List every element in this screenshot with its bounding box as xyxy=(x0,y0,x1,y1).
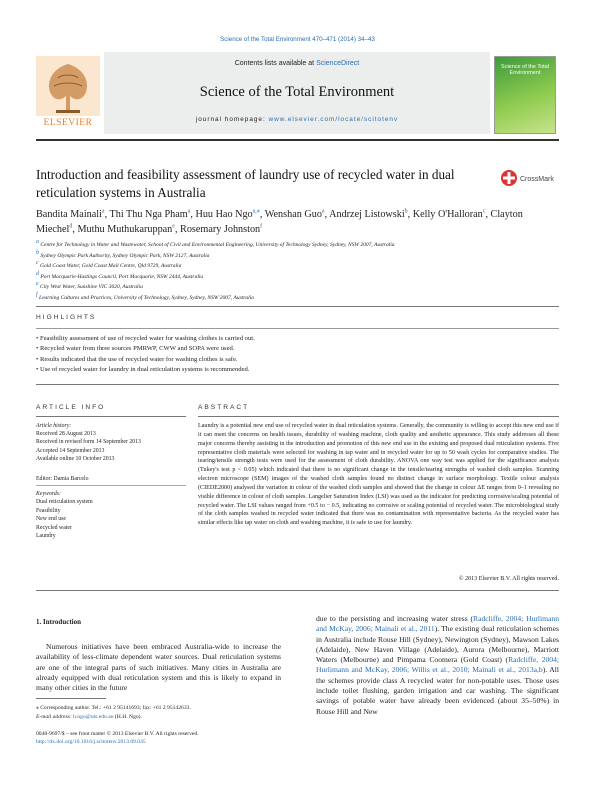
affiliation-key: e xyxy=(36,281,39,288)
affiliation-text: Gold Coast Water, Gold Coast Mail Centre, Qld 9729, Australia xyxy=(38,263,182,270)
history-label: Article history: xyxy=(36,423,72,429)
author-name: Rosemary Johnston xyxy=(180,223,261,235)
introduction-left-column: Numerous initiatives have been embraced Australia-wide to increase the availability of less-climate dependent water sources. Dual reticulation systems are one of the integral parts of such initiatives. Many cities in Australia are already equipped with dual reticulation system and this is likely to expand in many other cities in the future xyxy=(36,642,281,693)
keyword-item: Recycled water xyxy=(36,524,72,531)
author-separator: , xyxy=(324,209,330,220)
author-affiliation-marker[interactable]: f xyxy=(260,223,263,230)
keyword-item: Laundry xyxy=(36,533,56,540)
crossmark-icon[interactable] xyxy=(500,168,560,188)
author-affiliation-marker[interactable]: a xyxy=(321,208,325,215)
history-line: Available online 10 October 2013 xyxy=(36,455,115,462)
journal-reference[interactable]: Science of the Total Environment 470–471 (2014) 34–43 xyxy=(220,36,375,43)
intro-text: ). The existing dual reticulation schemes in Australia include Rouse Hill (Sydney), Newington (Sydney), Mawson Lakes (Adelaide), New Haven Village (Adelaide), Aurora (Melbourne), Marriott Waters (Melbourne) and Pimpama Coomera (Gold Coast) ( xyxy=(316,624,559,665)
email-link[interactable]: h.ngo@uts.edu.au xyxy=(73,713,114,720)
highlights-rule-mid xyxy=(36,328,559,329)
author-affiliation-marker[interactable]: a xyxy=(187,208,191,215)
affiliation-item xyxy=(36,251,561,262)
contents-line xyxy=(104,60,490,67)
introduction-heading: 1. Introduction xyxy=(36,618,81,626)
abstract-heading: ABSTRACT xyxy=(198,404,250,411)
keywords-label: Keywords: xyxy=(36,491,61,497)
keyword-item: Dual reticulation system xyxy=(36,499,93,506)
citation-link[interactable]: Radcliffe, 2004; Hurlimann and McKay, 2006; Willis et al., 2010; Mainali et al., 2013a,b xyxy=(316,655,559,675)
author-name: Muthu Muthukaruppan xyxy=(77,223,173,235)
homepage-prefix: journal homepage: xyxy=(195,116,269,123)
author-affiliation-marker[interactable]: b xyxy=(404,208,408,215)
history-line: Received 28 August 2013 xyxy=(36,431,96,438)
author-affiliation-marker[interactable]: a xyxy=(101,208,105,215)
doi-link[interactable]: http://dx.doi.org/10.1016/j.scitotenv.2013.09.045 xyxy=(36,739,146,746)
article-history xyxy=(36,422,186,463)
abstract-rule xyxy=(198,416,559,417)
article-info-heading: ARTICLE INFO xyxy=(36,404,106,411)
homepage-link[interactable]: www.elsevier.com/locate/scitotenv xyxy=(268,116,399,123)
author-affiliation-marker[interactable]: c xyxy=(482,208,486,215)
editor-line: Editor: Damia Barcelo xyxy=(36,476,89,482)
affiliation-key: c xyxy=(36,260,39,267)
highlight-item: • Use of recycled water for laundry in dual reticulation systems is recommended. xyxy=(36,366,250,374)
footnote-rule xyxy=(36,698,106,699)
keywords-rule xyxy=(36,485,186,486)
publisher-name: ELSEVIER xyxy=(43,118,93,128)
affiliation-text: Centre for Technology in Water and Wastewater, School of Civil and Environmental Engineering, University of Technology Sydney, Sydney, NSW 2007, Australia xyxy=(39,242,395,248)
affiliation-key: a xyxy=(36,239,39,246)
affiliation-item xyxy=(36,272,561,283)
history-lines xyxy=(36,430,186,463)
highlights-heading: HIGHLIGHTS xyxy=(36,314,97,321)
keywords-block xyxy=(36,490,186,540)
abstract-rule-bottom xyxy=(36,590,559,591)
copyright-line: © 2013 Elsevier B.V. All rights reserved. xyxy=(458,576,559,582)
affiliation-key: d xyxy=(36,270,39,277)
affiliation-key: b xyxy=(36,249,39,256)
affiliation-key: f xyxy=(36,292,38,299)
author-name: Bandita Mainali xyxy=(36,209,102,220)
affiliation-item xyxy=(36,282,561,293)
keyword-item: New end use xyxy=(36,516,66,523)
corresponding-author-note: ⁎ Corresponding author. Tel.: +61 2 95141693; fax: +61 2 95142633. xyxy=(36,705,191,711)
email-label: E-mail address: xyxy=(36,713,74,720)
author-name: Kelly O'Halloran xyxy=(412,209,483,220)
author-separator: , xyxy=(259,209,265,220)
highlights-rule-top xyxy=(36,306,559,307)
affiliation-text: Sydney Olympic Park Authority, Sydney Olympic Park, NSW 2127, Australia xyxy=(39,252,210,259)
introduction-right-column xyxy=(316,614,559,717)
author-name: Thi Thu Nga Pham xyxy=(109,209,188,220)
highlight-item: • Recycled water from three sources PMRWP, CWW and SOPA were used. xyxy=(36,345,235,353)
crossmark-label: CrossMark xyxy=(520,176,554,183)
author-affiliation-marker[interactable]: a,⁎ xyxy=(252,208,260,215)
author-name: Huu Hao Ngo xyxy=(195,209,253,220)
author-name: Wenshan Guo xyxy=(264,209,322,220)
affiliation-item xyxy=(36,261,561,272)
abstract-text: Laundry is a potential new end use of recycled water in dual reticulation systems. Generally, the community is willing to accept this new end use if it can meet the concerns on health issues, durability of washing machine, cloth quality and aesthetic appearance. This study addresses all these major concerns thereby assisting in the introduction and promotion of this new end use in the existing and proposed dual reticulation systems. Five representative cloth materials were selected for washing in tap water and in recycled water for up to 50 wash cycles for comparative studies. The tearing/tensile strength tests were used for the assessment of cloth durability. ANOVA one way test was applied for the significance analysis (Tukey's test p < 0.05) which indicated that there is no significant change in the tensile/tearing strengths of washed cloth samples. Scanning electron microscope (SEM) images of the washed cloth samples found no distinct change in surface morphology. Textile colour analysis (CIEDE2000) analysed the variation in colour of the washed cloth samples and showed that the change in colour ΔE ranges from 0–1 revealing no visible difference in colour of cloth samples. Langelier Saturation Index (LSI) was used as the indicator for predicting corrosive/scaling potential of recycled water. The LSI values ranged from +0.5 to − 0.5, indicating no corrosive or scaling potential of recycled water. The microbiological study of the cloth samples washed in recycled water indicated that there was no contamination with representative bacteria. As the recycled water has similar effects like tap water on cloth and washing machine, it is safe to use for laundry. xyxy=(198,423,559,527)
author-separator: , xyxy=(190,209,196,220)
author-separator: , xyxy=(407,209,413,220)
article-info-rule xyxy=(36,416,186,417)
affiliation-text: Port Macquarie-Hastings Council, Port Macquarie, NSW 2444, Australia xyxy=(39,273,204,280)
author-name: Clayton Miechel xyxy=(36,209,523,235)
author-affiliation-marker[interactable]: e xyxy=(172,223,175,230)
history-line: Received in revised form 14 September 2013 xyxy=(36,439,141,446)
author-separator: , xyxy=(72,223,78,235)
affiliation-text: City West Water, Sunshine VIC 3020, Australia xyxy=(38,284,143,291)
author-separator: , xyxy=(485,209,491,220)
cover-title: Science of the Total Environment xyxy=(501,64,549,77)
highlights-list xyxy=(36,334,559,376)
keyword-lines xyxy=(36,498,186,540)
intro-text: due to the persisting and increasing water stress ( xyxy=(316,614,474,623)
author-name: Andrzej Listowski xyxy=(329,209,405,220)
highlights-rule-bottom xyxy=(36,384,559,385)
highlight-item: • Feasibility assessment of use of recycled water for washing clothes is carried out. xyxy=(36,335,255,342)
journal-title: Science of the Total Environment xyxy=(199,84,395,100)
history-line: Accepted 14 September 2013 xyxy=(36,447,105,454)
affiliation-list xyxy=(36,240,561,304)
sciencedirect-link[interactable]: ScienceDirect xyxy=(316,60,360,67)
email-suffix: (H.H. Ngo). xyxy=(113,713,142,720)
author-list xyxy=(36,208,561,237)
article-title: Introduction and feasibility assessment of laundry use of recycled water in dual reticulation systems in Australia xyxy=(36,167,455,200)
affiliation-text: Learning Cultures and Practices, University of Technology, Sydney, Sydney, NSW 2007, Australia xyxy=(37,294,254,301)
contents-prefix: Contents lists available at xyxy=(234,60,317,67)
author-separator: , xyxy=(174,223,181,235)
affiliation-item xyxy=(36,240,561,251)
intro-text: ). All the schemes provide class A recycled water for non-potable uses. Those uses include toilet flushing, garden irrigation and car washing. The significant savings of potable water have already been evidenced (about 35–50%) in Rouse Hill and New xyxy=(316,665,559,716)
footnote xyxy=(36,704,281,721)
header-rule xyxy=(36,139,559,141)
highlight-item: • Results indicated that the use of recycled water for washing clothes is safe. xyxy=(36,355,238,363)
author-separator: , xyxy=(104,209,110,220)
citation-link[interactable]: Radcliffe, 2004; Hurlimann and McKay, 2006; Mainali et al., 2011 xyxy=(316,614,559,634)
keyword-item: Feasibility xyxy=(36,507,61,514)
author-affiliation-marker[interactable]: d xyxy=(69,223,73,230)
journal-homepage xyxy=(104,116,490,123)
issn-line: 0048-9697/$ – see front matter © 2013 Elsevier B.V. All rights reserved. xyxy=(36,731,199,737)
affiliation-item xyxy=(36,293,561,304)
issn-block xyxy=(36,730,281,747)
